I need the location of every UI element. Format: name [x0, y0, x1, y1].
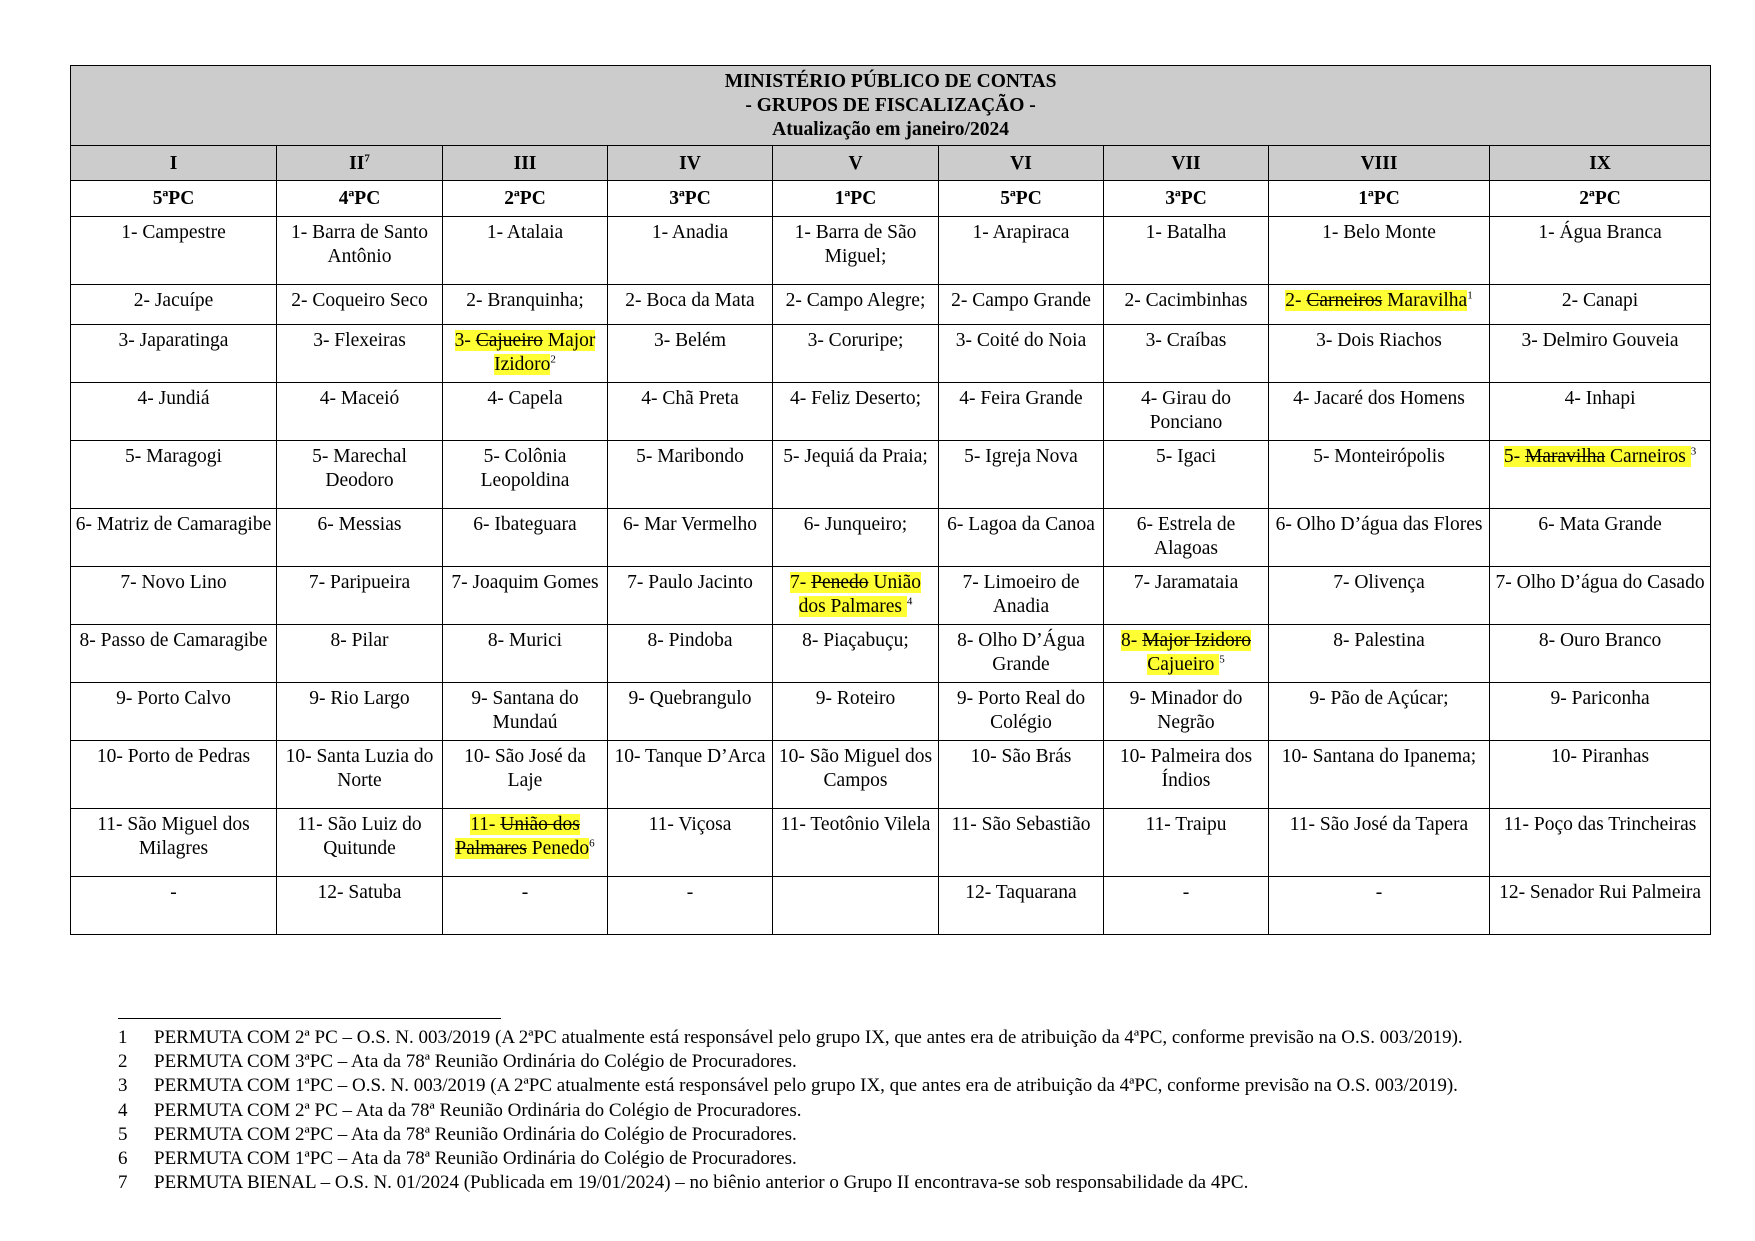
municipality-cell: 4- Capela [443, 383, 608, 441]
municipality-cell: 6- Ibateguara [443, 509, 608, 567]
municipality-cell: 9- Porto Real do Colégio [939, 683, 1104, 741]
table-row [71, 567, 1711, 625]
table-title [71, 66, 1711, 146]
municipality-cell: 1- Barra de Santo Antônio [277, 217, 443, 285]
group-header: $II^7$ [277, 146, 443, 181]
old-name: Carneiros [1306, 290, 1383, 311]
footnote-ref: 4 [906, 595, 913, 608]
prosecutor-cell: 5ªPC [71, 181, 277, 217]
footnote-item: 1 PERMUTA COM 2ª PC – O.S. N. 003/2019 (A 2ªPC atualmente está responsável pelo grupo IX, que antes era de atribuição da 4ªPC, conforme previsão na O.S. 003/2019). [118, 1027, 1463, 1048]
footnote-item: 7 PERMUTA BIENAL – O.S. N. 01/2024 (Publicada em 19/01/2024) – no biênio anterior o Grupo II encontrava-se sob responsabilidade da 4PC. [118, 1172, 1249, 1194]
municipality-cell: 11- São José da Tapera [1269, 809, 1490, 877]
municipality-cell: 12- Satuba [277, 877, 443, 935]
footnote-ref: 6 [589, 837, 595, 850]
municipality-cell: 1- Campestre [71, 217, 277, 285]
municipality-cell: - [1104, 877, 1269, 935]
footnote-ref: 3 [1690, 445, 1697, 458]
municipality-cell: 1- Anadia [608, 217, 773, 285]
municipality-cell: - [608, 877, 773, 935]
municipality-cell: 11- Teotônio Vilela [773, 809, 939, 877]
group-header: IX [1490, 146, 1711, 181]
municipality-cell: 4- Jundiá [71, 383, 277, 441]
table-row [71, 809, 1711, 877]
municipality-cell: 1- Água Branca [1490, 217, 1711, 285]
prosecutor-cell: 5ªPC [939, 181, 1104, 217]
municipality-cell: 10- Piranhas [1490, 741, 1711, 809]
municipality-cell: 3- Craíbas [1104, 325, 1269, 383]
municipality-cell: - [71, 877, 277, 935]
swapped-municipality-cell: 7- Penedo União dos Palmares $^4$ [773, 567, 939, 625]
municipality-cell: 3- Flexeiras [277, 325, 443, 383]
municipality-cell: 6- Mata Grande [1490, 509, 1711, 567]
municipality-cell: - [443, 877, 608, 935]
table-row [71, 741, 1711, 809]
swapped-municipality-cell: 11- União dos Palmares Penedo$^6$ [443, 809, 608, 877]
municipality-cell: 2- Coqueiro Seco [277, 285, 443, 325]
municipality-cell: 9- Quebrangulo [608, 683, 773, 741]
municipality-cell: 7- Novo Lino [71, 567, 277, 625]
new-name: Cajueiro [1147, 654, 1215, 675]
municipality-cell: 6- Olho D’água das Flores [1269, 509, 1490, 567]
municipality-cell: 8- Ouro Branco [1490, 625, 1711, 683]
footnote-ref: 1 [1467, 289, 1473, 302]
new-name: Penedo [531, 838, 590, 859]
municipality-cell: 10- Santana do Ipanema; [1269, 741, 1490, 809]
municipality-cell: 7- Paulo Jacinto [608, 567, 773, 625]
municipality-cell [773, 877, 939, 935]
prosecutor-row [71, 181, 1711, 217]
table-row [71, 877, 1711, 935]
municipality-cell: 8- Palestina [1269, 625, 1490, 683]
municipality-cell: 11- São Luiz do Quitunde [277, 809, 443, 877]
footnote-item: 5 PERMUTA COM 2ªPC – Ata da 78ª Reunião Ordinária do Colégio de Procuradores. [118, 1123, 797, 1145]
municipality-cell: 9- Pariconha [1490, 683, 1711, 741]
municipality-cell: 5- Igreja Nova [939, 441, 1104, 509]
municipality-cell: 6- Lagoa da Canoa [939, 509, 1104, 567]
municipality-cell: 11- Poço das Trincheiras [1490, 809, 1711, 877]
municipality-cell: 7- Joaquim Gomes [443, 567, 608, 625]
municipality-cell: 9- Porto Calvo [71, 683, 277, 741]
group-header: VIII [1269, 146, 1490, 181]
municipality-cell: 10- São Miguel dos Campos [773, 741, 939, 809]
municipality-cell: 10- São José da Laje [443, 741, 608, 809]
municipality-cell: 2- Canapi [1490, 285, 1711, 325]
swapped-municipality-cell: 8- Major Izidoro Cajueiro $^5$ [1104, 625, 1269, 683]
municipality-cell: 5- Jequiá da Praia; [773, 441, 939, 509]
municipality-cell: 5- Maribondo [608, 441, 773, 509]
prosecutor-cell: 1ªPC [1269, 181, 1490, 217]
municipality-cell: 8- Olho D’Água Grande [939, 625, 1104, 683]
municipality-cell: 7- Paripueira [277, 567, 443, 625]
municipality-cell: 11- São Miguel dos Milagres [71, 809, 277, 877]
municipality-cell: 6- Estrela de Alagoas [1104, 509, 1269, 567]
title-line-3: Atualização em janeiro/2024 [772, 119, 1009, 140]
table-row [71, 383, 1711, 441]
group-header: VII [1104, 146, 1269, 181]
municipality-cell: 9- Roteiro [773, 683, 939, 741]
municipality-cell: 2- Jacuípe [71, 285, 277, 325]
municipality-cell: 1- Barra de São Miguel; [773, 217, 939, 285]
municipality-cell: 8- Passo de Camaragibe [71, 625, 277, 683]
municipality-cell: 10- Palmeira dos Índios [1104, 741, 1269, 809]
municipality-cell: 9- Pão de Açúcar; [1269, 683, 1490, 741]
footnote-separator [118, 1018, 501, 1019]
groups-table [70, 65, 1711, 935]
municipality-cell: 5- Monteirópolis [1269, 441, 1490, 509]
municipality-cell: 6- Matriz de Camaragibe [71, 509, 277, 567]
group-header: III [443, 146, 608, 181]
municipality-cell: 8- Piaçabuçu; [773, 625, 939, 683]
municipality-cell: 6- Junqueiro; [773, 509, 939, 567]
group-header: V [773, 146, 939, 181]
municipality-cell: 10- São Brás [939, 741, 1104, 809]
prosecutor-cell: 3ªPC [1104, 181, 1269, 217]
municipality-cell: 2- Branquinha; [443, 285, 608, 325]
table-row [71, 625, 1711, 683]
municipality-cell: 1- Atalaia [443, 217, 608, 285]
municipality-cell: 10- Santa Luzia do Norte [277, 741, 443, 809]
municipality-cell: 3- Dois Riachos [1269, 325, 1490, 383]
table-row [71, 683, 1711, 741]
municipality-cell: 6- Mar Vermelho [608, 509, 773, 567]
group-header: IV [608, 146, 773, 181]
municipality-cell: 3- Coité do Noia [939, 325, 1104, 383]
footnote-item: 6 PERMUTA COM 1ªPC – Ata da 78ª Reunião Ordinária do Colégio de Procuradores. [118, 1148, 797, 1170]
municipality-cell: 8- Pindoba [608, 625, 773, 683]
municipality-cell: 5- Colônia Leopoldina [443, 441, 608, 509]
municipality-cell: 4- Maceió [277, 383, 443, 441]
prosecutor-cell: 1ªPC [773, 181, 939, 217]
municipality-cell: 11- São Sebastião [939, 809, 1104, 877]
footnote-ref: 7 [364, 152, 370, 164]
municipality-cell: 3- Japaratinga [71, 325, 277, 383]
group-header: VI [939, 146, 1104, 181]
municipality-cell: 9- Rio Largo [277, 683, 443, 741]
municipality-cell: 7- Jaramataia [1104, 567, 1269, 625]
new-name: Maravilha [1387, 290, 1468, 311]
new-name: Carneiros [1610, 446, 1686, 467]
municipality-cell: 12- Taquarana [939, 877, 1104, 935]
old-name: Cajueiro [475, 330, 543, 351]
municipality-cell: 2- Boca da Mata [608, 285, 773, 325]
municipality-cell: 5- Maragogi [71, 441, 277, 509]
municipality-cell: 10- Tanque D’Arca [608, 741, 773, 809]
footnote-ref: 5 [1219, 653, 1225, 666]
swapped-municipality-cell: 2- Carneiros Maravilha$^1$ [1269, 285, 1490, 325]
municipality-cell: 4- Girau do Ponciano [1104, 383, 1269, 441]
municipality-cell: 7- Olivença [1269, 567, 1490, 625]
municipality-cell: 5- Marechal Deodoro [277, 441, 443, 509]
municipality-cell: 8- Pilar [277, 625, 443, 683]
municipality-cell: - [1269, 877, 1490, 935]
prosecutor-cell: 3ªPC [608, 181, 773, 217]
municipality-cell: 4- Inhapi [1490, 383, 1711, 441]
municipality-cell: 1- Arapiraca [939, 217, 1104, 285]
table-row [71, 509, 1711, 567]
municipality-cell: 9- Santana do Mundaú [443, 683, 608, 741]
footnotes [118, 1026, 1463, 1195]
new-name: União dos Palmares [798, 572, 922, 617]
municipality-cell: 4- Feira Grande [939, 383, 1104, 441]
municipality-cell: 2- Campo Grande [939, 285, 1104, 325]
table-row [71, 441, 1711, 509]
footnote-item: 4 PERMUTA COM 2ª PC – Ata da 78ª Reunião Ordinária do Colégio de Procuradores. [118, 1099, 802, 1121]
old-name: Major Izidoro [1142, 630, 1251, 651]
table-row [71, 217, 1711, 285]
old-name: União dos Palmares [455, 814, 580, 859]
municipality-cell: 12- Senador Rui Palmeira [1490, 877, 1711, 935]
municipality-cell: 2- Cacimbinhas [1104, 285, 1269, 325]
title-line-2: - GRUPOS DE FISCALIZAÇÃO - [745, 95, 1036, 116]
municipality-cell: 8- Murici [443, 625, 608, 683]
title-line-1: MINISTÉRIO PÚBLICO DE CONTAS [724, 71, 1057, 92]
old-name: Maravilha [1525, 446, 1606, 467]
municipality-cell: 5- Igaci [1104, 441, 1269, 509]
municipality-cell: 7- Limoeiro de Anadia [939, 567, 1104, 625]
prosecutor-cell: 2ªPC [443, 181, 608, 217]
old-name: Penedo [811, 572, 869, 593]
municipality-cell: 1- Batalha [1104, 217, 1269, 285]
group-header-row [71, 146, 1711, 181]
municipality-cell: 4- Feliz Deserto; [773, 383, 939, 441]
group-header: I [71, 146, 277, 181]
municipality-cell: 2- Campo Alegre; [773, 285, 939, 325]
municipality-cell: 4- Jacaré dos Homens [1269, 383, 1490, 441]
municipality-cell: 11- Viçosa [608, 809, 773, 877]
municipality-cell: 7- Olho D’água do Casado [1490, 567, 1711, 625]
prosecutor-cell: 4ªPC [277, 181, 443, 217]
municipality-cell: 3- Belém [608, 325, 773, 383]
municipality-cell: 4- Chã Preta [608, 383, 773, 441]
footnote-item: 3 PERMUTA COM 1ªPC – O.S. N. 003/2019 (A 2ªPC atualmente está responsável pelo grupo IX, que antes era de atribuição da 4ªPC, conforme previsão na O.S. 003/2019). [118, 1075, 1458, 1097]
table-row [71, 285, 1711, 325]
footnote-item: 2 PERMUTA COM 3ªPC – Ata da 78ª Reunião Ordinária do Colégio de Procuradores. [118, 1051, 797, 1073]
footnote-ref: 2 [550, 353, 556, 366]
municipality-cell: 1- Belo Monte [1269, 217, 1490, 285]
new-name: Major Izidoro [494, 330, 596, 375]
municipality-cell: 3- Delmiro Gouveia [1490, 325, 1711, 383]
swapped-municipality-cell: 3- Cajueiro Major Izidoro$^2$ [443, 325, 608, 383]
municipality-cell: 3- Coruripe; [773, 325, 939, 383]
municipality-cell: 6- Messias [277, 509, 443, 567]
prosecutor-cell: 2ªPC [1490, 181, 1711, 217]
municipality-cell: 9- Minador do Negrão [1104, 683, 1269, 741]
table-row [71, 325, 1711, 383]
municipality-cell: 10- Porto de Pedras [71, 741, 277, 809]
municipality-cell: 11- Traipu [1104, 809, 1269, 877]
swapped-municipality-cell: 5- Maravilha Carneiros $^3$ [1490, 441, 1711, 509]
